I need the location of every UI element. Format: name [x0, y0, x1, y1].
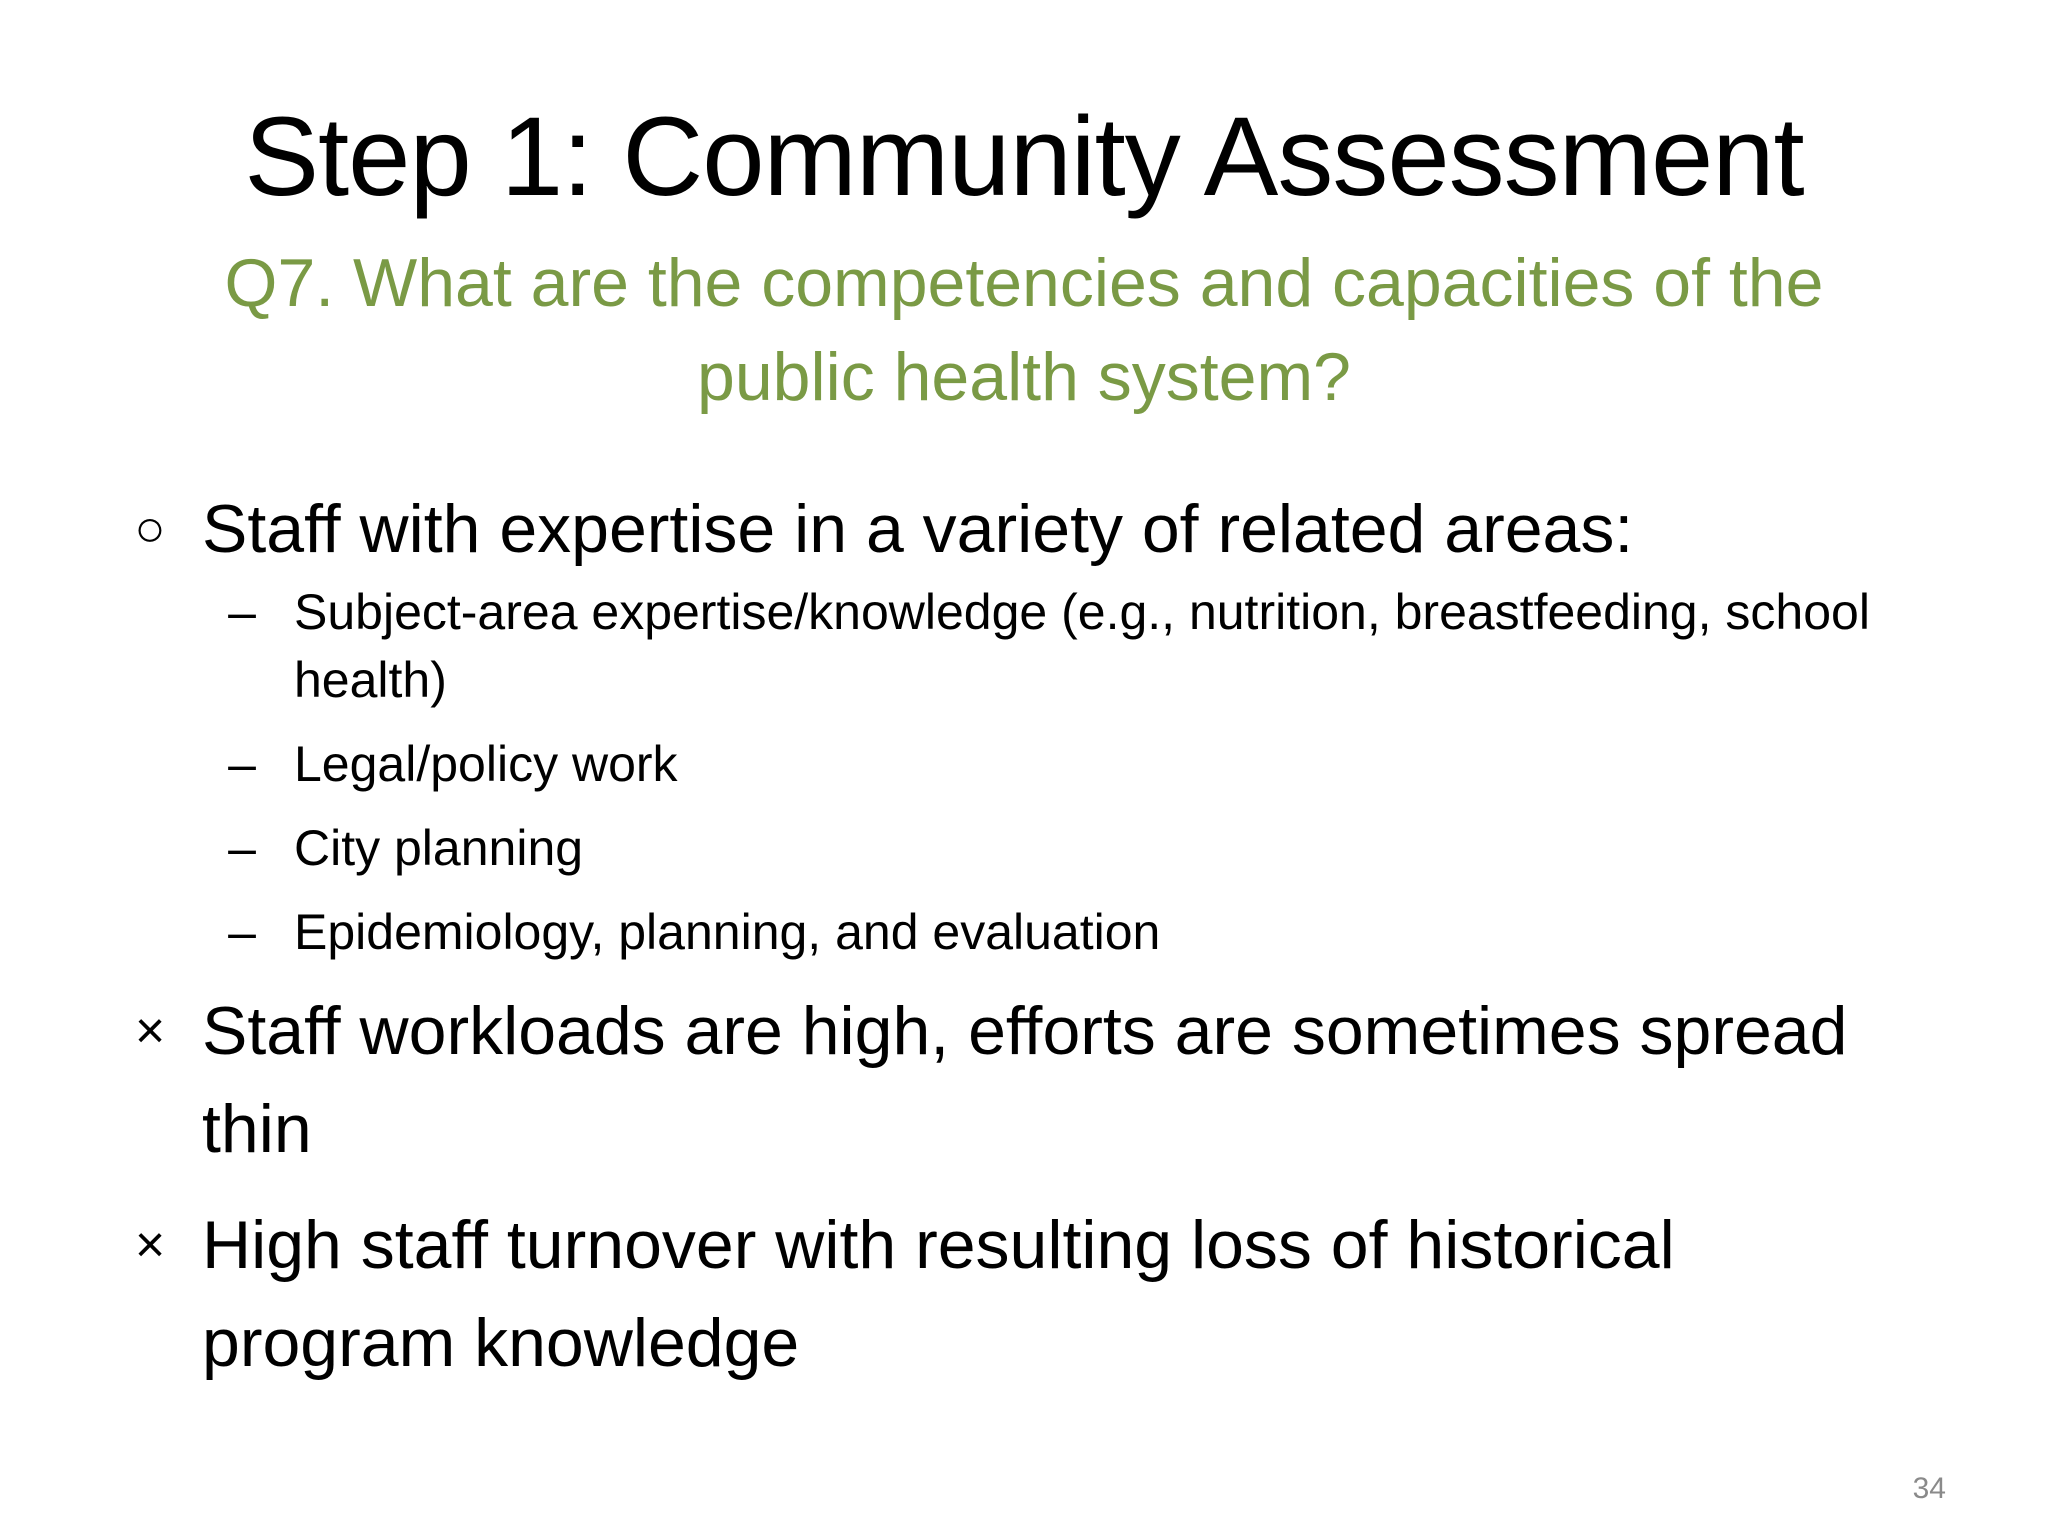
sub-bullet-item — [120, 814, 1940, 882]
bullet-list — [120, 480, 1940, 1392]
sub-bullet-text: City planning — [294, 820, 584, 876]
sub-bullet-text: Subject-area expertise/knowledge (e.g., nutrition, breastfeeding, school health) — [294, 584, 1870, 708]
sub-bullet-text: Legal/policy work — [294, 736, 678, 792]
sub-bullet-item — [120, 730, 1940, 798]
dash-bullet-icon: – — [228, 584, 256, 640]
bullet-text: High staff turnover with resulting loss of historical program knowledge — [202, 1207, 1675, 1381]
sub-bullet-list — [120, 578, 1940, 966]
circle-bullet-icon: ○ — [134, 500, 166, 558]
slide-title: Step 1: Community Assessment — [244, 94, 1804, 219]
bullet-item-turnover — [120, 1196, 1940, 1392]
cross-bullet-icon: × — [134, 1216, 166, 1274]
bullet-text: Staff with expertise in a variety of related areas: — [202, 491, 1634, 567]
sub-bullet-item — [120, 898, 1940, 966]
dash-bullet-icon: – — [228, 904, 256, 960]
sub-bullet-text: Epidemiology, planning, and evaluation — [294, 904, 1161, 960]
bullet-item-expertise — [120, 480, 1940, 578]
slide-subtitle: Q7. What are the competencies and capacities of the public health system? — [224, 245, 1824, 415]
bullet-text: Staff workloads are high, efforts are sometimes spread thin — [202, 993, 1848, 1167]
dash-bullet-icon: – — [228, 736, 256, 792]
bullet-item-workloads — [120, 982, 1940, 1178]
cross-bullet-icon: × — [134, 1002, 166, 1060]
page-number: 34 — [1912, 1472, 1946, 1505]
sub-bullet-item — [120, 578, 1940, 714]
dash-bullet-icon: – — [228, 820, 256, 876]
